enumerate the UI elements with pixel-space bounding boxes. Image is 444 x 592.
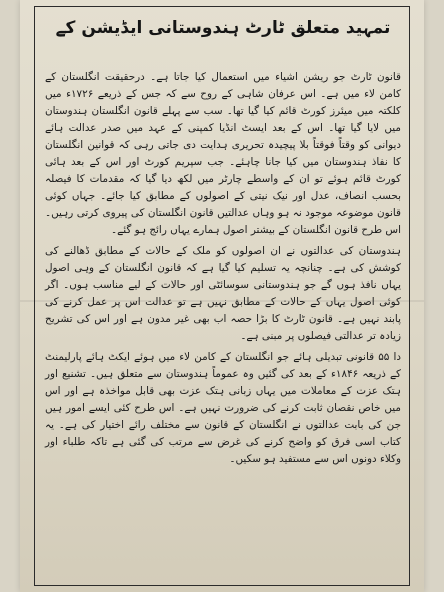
page-title: تمہید متعلق ٹارٹ ہندوستانی ایڈیشن کے (55, 18, 391, 38)
paragraph-2: ہندوستان کی عدالتوں نے ان اصولوں کو ملک کے حالات کے مطابق ڈھالنے کی کوشش کی ہے۔ چنانچہ یہ تسلیم کیا گیا ہے کہ قانون انگلستان کے وہی اصول یہاں نافذ ہوں گے جو ہندوستانی سوسائٹی اور حالات کے لیے مناسب ہوں۔ اگر کوئی اصول یہاں کے حالات کے مطابق نہیں ہے تو عدالت اس پر عمل کرنے کی پابند نہیں ہے۔ قانون ٹارٹ کا بڑا حصہ اب بھی غیر مدون ہے اور اس کی تشریح زیادہ تر عدالتی فیصلوں پر مبنی ہے۔ (45, 245, 401, 342)
paragraph-1: قانون ٹارٹ جو ریشن اشیاء میں استعمال کیا جاتا ہے۔ درحقیقت انگلستان کے کامن لاء میں ہے۔ اس عرفان شاہی کے روح سے کہ جس کے ذریعے ۱۷۲۶ء میں کلکتہ میں میئرز کورٹ قائم کیا گیا تھا۔ سب سے پہلے قانون انگلستان ہندوستان میں لایا گیا تھا۔ اس کے بعد ایسٹ انڈیا کمپنی کے عہد میں صدر عدالت ہائے دیوانی کو وقتاً فوقتاً بلا پیچیدہ تحریری ہدایت دی جاتی رہی کہ قوانین انگلستان کا نفاذ ہندوستان میں کیا جانا چاہئے۔ جب سپریم کورٹ اور اس کے بعد ہائی کورٹ قائم ہوئے تو ان کے واسطے چارٹر میں لکھ دیا گیا کہ مقدمات کا فیصلہ بحسب انصاف، عدل اور نیک نیتی کے اصولوں کے مطابق کیا جائے۔ جہاں کوئی قانون موضوعہ موجود نہ ہو وہاں عدالتیں قانون انگلستان کی پیروی کرتی رہیں۔ اس طرح قانون انگلستان کے بیشتر اصول ہمارے یہاں رائج ہو گئے۔ (45, 71, 401, 236)
page-border (34, 6, 410, 586)
scanned-page (20, 0, 424, 592)
paragraph-3: دا ۵۵ قانونی تبدیلی ہائے جو انگلستان کے کامن لاء میں ہوئے ایکٹ ہائے پارلیمنٹ کے ذریعہ ۱۸۴۶ء کے بعد کی گئیں وہ عموماً ہندوستان سے متعلق ہیں۔ تشنیع اور ہتک عزت کے معاملات میں یہاں زبانی ہتک عزت بھی قابل مواخذہ ہے اور اس میں خاص نقصان ثابت کرنے کی ضرورت نہیں ہے۔ اس طرح کئی ایسے امور ہیں جن کی بابت عدالتوں نے انگلستان کے قانون سے مختلف رائے اختیار کی ہے۔ یہ کتاب اسی فرق کو واضح کرنے کی غرض سے مرتب کی گئی ہے تاکہ طلباء اور وکلاء دونوں اس سے مستفید ہو سکیں۔ (45, 351, 401, 465)
article-body (45, 69, 401, 468)
